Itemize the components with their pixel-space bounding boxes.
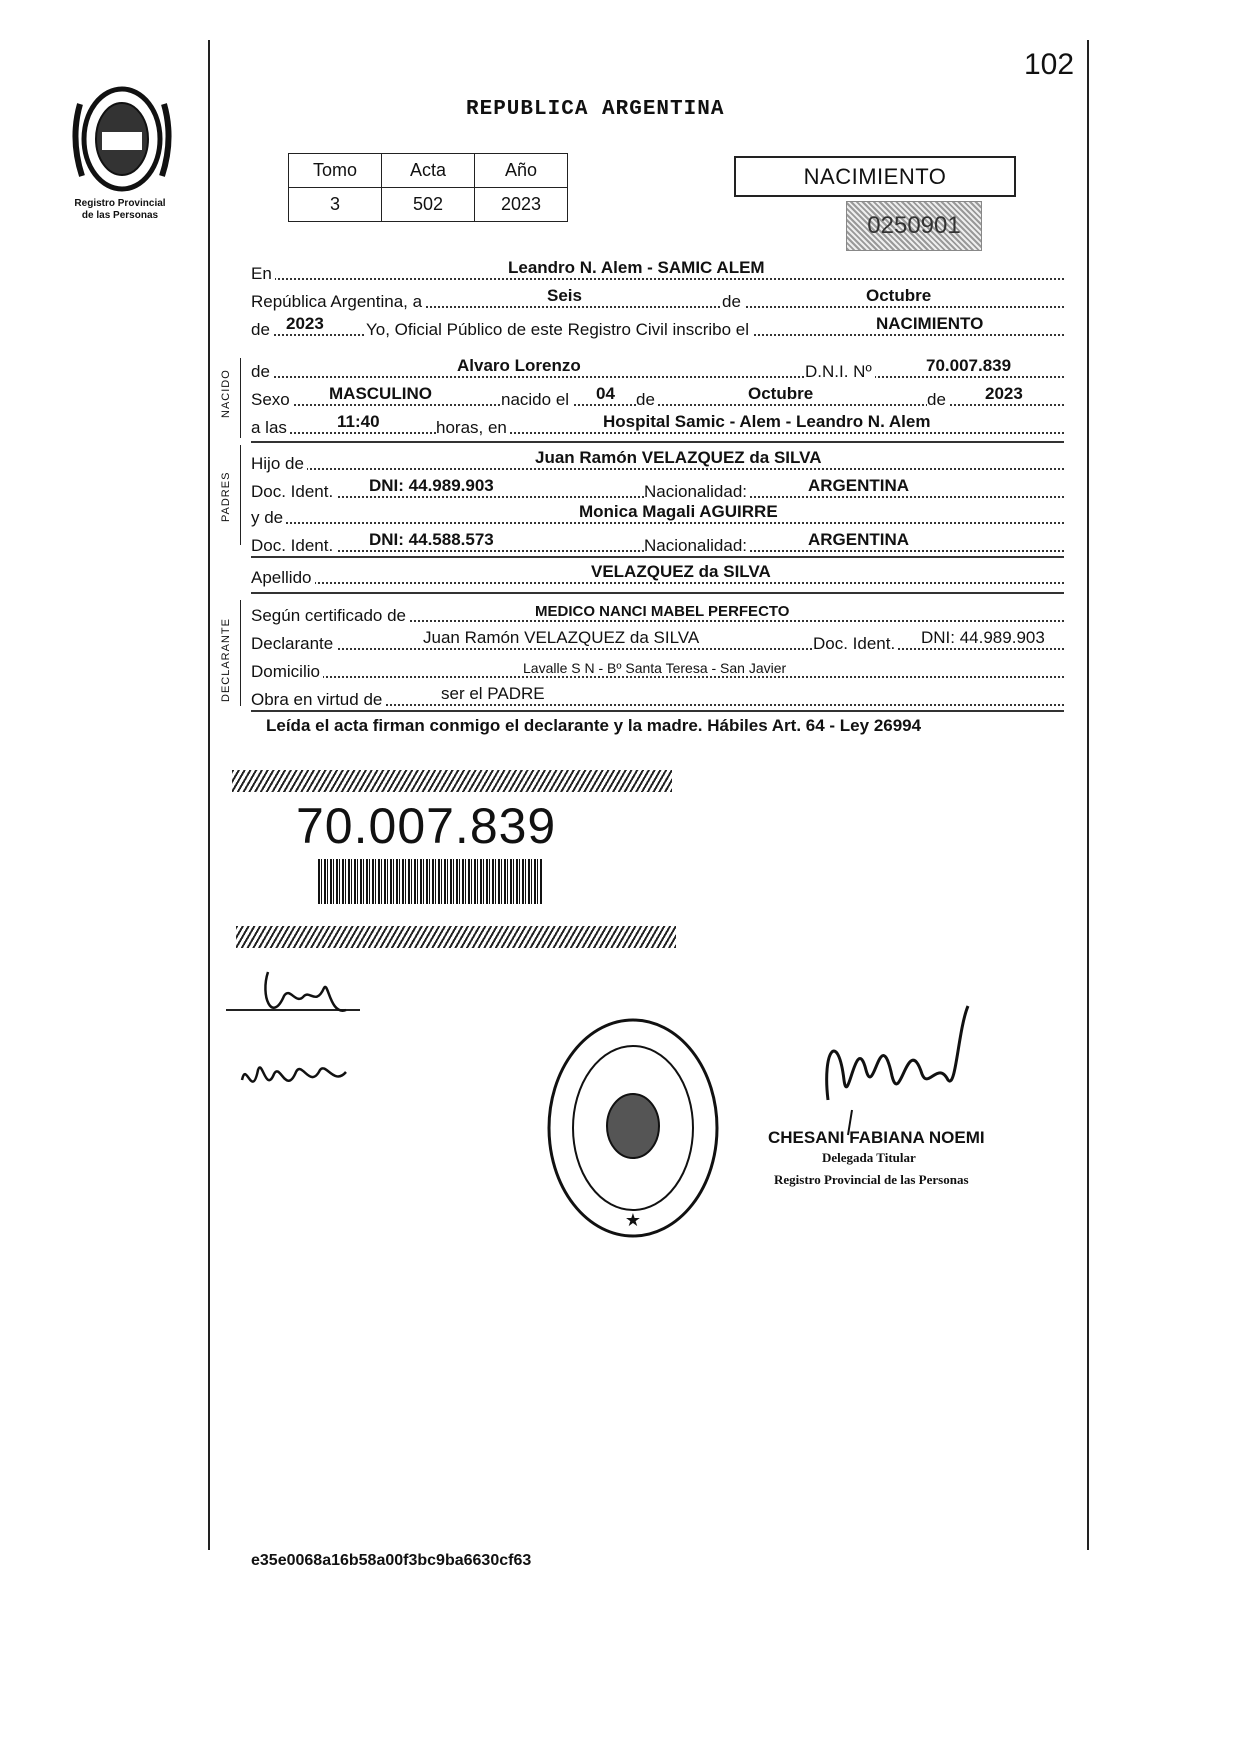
value-dia: Seis — [547, 286, 582, 305]
label-declarante-doc: Doc. Ident. — [813, 634, 898, 654]
value-anio: 2023 — [286, 314, 324, 333]
label-apellido: Apellido — [251, 568, 315, 588]
label-nombre: de — [251, 362, 273, 382]
field-row-domicilio — [251, 654, 1064, 682]
value-padre: Juan Ramón VELAZQUEZ da SILVA — [535, 448, 822, 467]
barcode — [318, 859, 543, 904]
padres-bracket — [240, 445, 241, 545]
declarante-bracket — [240, 600, 241, 706]
label-obra: Obra en virtud de — [251, 690, 385, 710]
value-madre-doc: DNI: 44.588.573 — [369, 530, 494, 549]
value-anio: 2023 — [475, 188, 568, 222]
label-dni: D.N.I. Nº — [805, 362, 875, 382]
side-label-padres: PADRES — [220, 471, 232, 522]
value-padre-doc: DNI: 44.989.903 — [369, 476, 494, 495]
security-pattern-top — [232, 770, 672, 792]
field-row-hora — [251, 410, 1064, 438]
field-row-certificado — [251, 598, 1064, 626]
label-declarante: Declarante — [251, 634, 336, 654]
side-label-declarante: DECLARANTE — [220, 618, 232, 702]
declarante-signature-icon — [220, 966, 370, 1026]
record-table — [288, 153, 568, 222]
value-obra: ser el PADRE — [441, 684, 545, 703]
value-dni: 70.007.839 — [926, 356, 1012, 375]
header-acta: Acta — [382, 154, 475, 188]
label-nacido-de: de — [636, 390, 658, 410]
label-yde: y de — [251, 508, 286, 528]
dotted-line — [251, 468, 1064, 470]
logo-caption-line2: de las Personas — [81, 210, 159, 221]
label-domicilio: Domicilio — [251, 662, 323, 682]
label-certificado: Según certificado de — [251, 606, 409, 626]
signatory-role: Delegada Titular — [822, 1150, 916, 1165]
field-row-oficial — [251, 312, 1064, 340]
dotted-line — [251, 676, 1064, 678]
field-row-sexo — [251, 382, 1064, 410]
value-tomo: 3 — [289, 188, 382, 222]
serial-stamp: 0250901 — [846, 201, 982, 251]
section-separator — [251, 710, 1064, 712]
dotted-line — [251, 432, 1064, 434]
field-row-obra — [251, 682, 1064, 710]
label-oficial: Yo, Oficial Público de este Registro Civil inscribo el — [366, 320, 752, 340]
dotted-line — [251, 582, 1064, 584]
label-republica: República Argentina, a — [251, 292, 425, 312]
dotted-line — [251, 648, 1064, 650]
right-margin-line — [1087, 40, 1089, 1550]
value-inscribo: NACIMIENTO — [876, 314, 984, 333]
field-row-padre-doc — [251, 474, 1064, 502]
value-sexo: MASCULINO — [329, 384, 432, 403]
section-separator — [251, 592, 1064, 594]
label-hora: a las — [251, 418, 290, 438]
label-doc-padre: Doc. Ident. — [251, 482, 336, 502]
official-seal-icon — [544, 1014, 722, 1242]
side-label-nacido: NACIDO — [220, 369, 232, 418]
value-nombre: Alvaro Lorenzo — [457, 356, 581, 375]
header-anio: Año — [475, 154, 568, 188]
field-row-nombre — [251, 354, 1064, 382]
security-pattern-bottom — [236, 926, 676, 948]
label-nacido-de2: de — [927, 390, 949, 410]
value-nacido-dia: 04 — [596, 384, 615, 403]
signatory-office: Registro Provincial de las Personas — [774, 1172, 969, 1187]
logo-caption-line1: Registro Provincial — [74, 198, 166, 209]
value-en: Leandro N. Alem - SAMIC ALEM — [508, 258, 765, 277]
value-padre-nac: ARGENTINA — [808, 476, 910, 495]
left-margin-line — [208, 40, 210, 1550]
document-hash: e35e0068a16b58a00f3bc9ba6630cf63 — [251, 1552, 532, 1569]
value-lugar: Hospital Samic - Alem - Leandro N. Alem — [603, 412, 931, 431]
label-doc-madre: Doc. Ident. — [251, 536, 336, 556]
province-logo — [66, 84, 178, 194]
field-row-fecha — [251, 284, 1064, 312]
header-tomo: Tomo — [289, 154, 382, 188]
province-seal-icon — [66, 84, 178, 194]
label-nac-padre: Nacionalidad: — [644, 482, 750, 502]
field-row-madre — [251, 500, 1064, 528]
official-signature-icon — [808, 990, 988, 1140]
dni-stamp: 70.007.839 — [296, 798, 557, 854]
value-declarante-doc: DNI: 44.989.903 — [921, 628, 1045, 647]
value-apellido: VELAZQUEZ da SILVA — [591, 562, 771, 581]
madre-signature-icon — [236, 1050, 356, 1110]
record-table-header-row — [289, 154, 568, 188]
closing-note: Leída el acta firman conmigo el declarante y la madre. Hábiles Art. 64 - Ley 26994 — [266, 716, 922, 735]
label-de2: de — [251, 320, 273, 340]
nacido-bracket — [240, 358, 241, 438]
document-title: REPUBLICA ARGENTINA — [466, 98, 725, 121]
value-hora: 11:40 — [337, 412, 380, 431]
field-row-apellido — [251, 560, 1064, 588]
value-domicilio: Lavalle S N - Bº Santa Teresa - San Javier — [523, 660, 787, 676]
label-de: de — [722, 292, 744, 312]
dotted-line — [251, 376, 1064, 378]
record-type-box: NACIMIENTO — [734, 156, 1016, 197]
field-row-madre-doc — [251, 528, 1064, 556]
value-mes: Octubre — [866, 286, 932, 305]
value-certificado: MEDICO NANCI MABEL PERFECTO — [535, 603, 790, 620]
label-hijo: Hijo de — [251, 454, 307, 474]
label-horas: horas, en — [436, 418, 510, 438]
label-sexo: Sexo — [251, 390, 293, 410]
field-row-en — [251, 256, 1064, 284]
value-acta: 502 — [382, 188, 475, 222]
value-madre: Monica Magali AGUIRRE — [579, 502, 778, 521]
section-separator — [251, 556, 1064, 558]
dotted-line — [251, 522, 1064, 524]
dotted-line — [251, 278, 1064, 280]
field-row-declarante — [251, 626, 1064, 654]
value-declarante: Juan Ramón VELAZQUEZ da SILVA — [423, 628, 700, 647]
page-number: 102 — [1024, 48, 1075, 81]
signatory-name: CHESANI FABIANA NOEMI — [768, 1128, 985, 1147]
label-nacido: nacido el — [501, 390, 572, 410]
label-nac-madre: Nacionalidad: — [644, 536, 750, 556]
label-en: En — [251, 264, 275, 284]
value-madre-nac: ARGENTINA — [808, 530, 910, 549]
value-nacido-mes: Octubre — [748, 384, 814, 403]
logo-caption — [50, 198, 190, 222]
value-nacido-anio: 2023 — [985, 384, 1023, 403]
section-separator — [251, 441, 1064, 443]
field-row-padre — [251, 446, 1064, 474]
record-table-value-row — [289, 188, 568, 222]
svg-text:★: ★ — [624, 1210, 642, 1230]
